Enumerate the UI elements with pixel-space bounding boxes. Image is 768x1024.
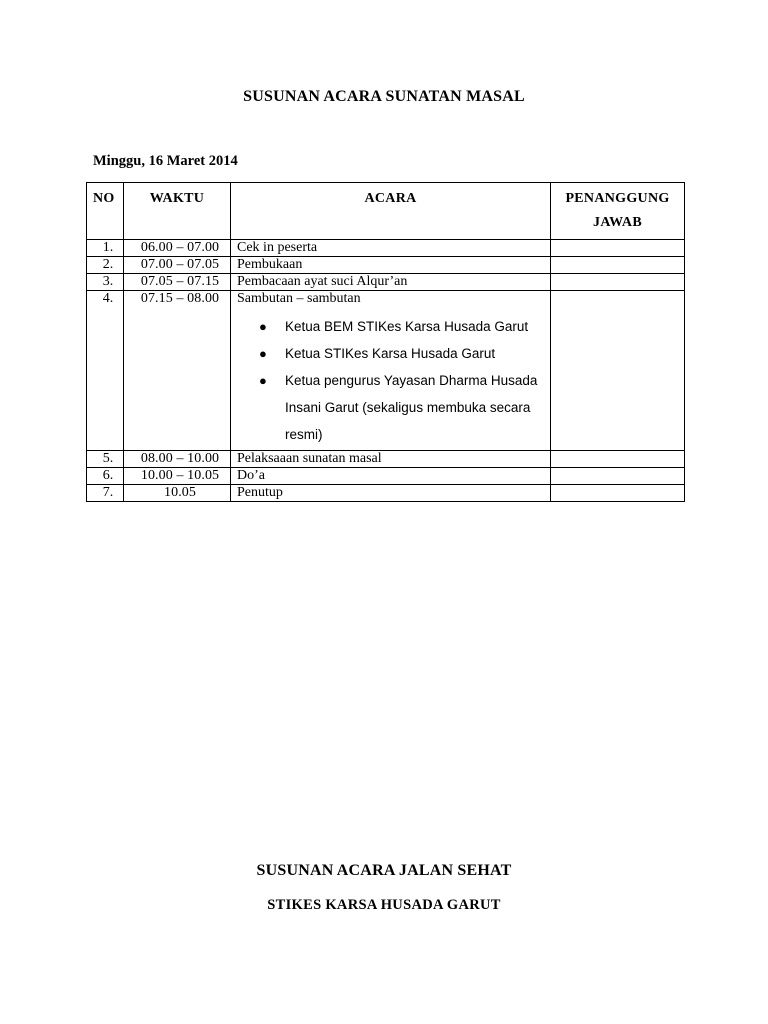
list-item xyxy=(257,313,550,340)
cell-waktu: 07.00 – 07.05 xyxy=(124,257,231,274)
list-item-text: Ketua BEM STIKes Karsa Husada Garut xyxy=(285,319,529,334)
cell-acara: Do’a xyxy=(231,468,551,485)
list-item-text: Ketua STIKes Karsa Husada Garut xyxy=(285,346,496,361)
cell-no: 1. xyxy=(87,240,124,257)
cell-penanggung-jawab xyxy=(551,468,685,485)
table-header-row xyxy=(87,183,685,240)
cell-acara: Pelaksaaan sunatan masal xyxy=(231,451,551,468)
cell-acara: Penutup xyxy=(231,485,551,502)
cell-no: 4. xyxy=(87,291,124,451)
speaker-list xyxy=(237,313,550,448)
header-acara: ACARA xyxy=(231,183,551,240)
table-row xyxy=(87,485,685,502)
second-section-title: SUSUNAN ACARA JALAN SEHAT xyxy=(256,862,512,879)
cell-acara-label: Sambutan – sambutan xyxy=(237,291,361,306)
header-waktu: WAKTU xyxy=(124,183,231,240)
list-item-text: Ketua pengurus Yayasan Dharma Husada Insani Garut (sekaligus membuka secara resmi) xyxy=(285,373,538,442)
cell-waktu: 06.00 – 07.00 xyxy=(124,240,231,257)
cell-penanggung-jawab xyxy=(551,240,685,257)
cell-no: 7. xyxy=(87,485,124,502)
cell-acara xyxy=(231,291,551,451)
cell-waktu: 10.00 – 10.05 xyxy=(124,468,231,485)
second-section-subtitle: STIKES KARSA HUSADA GARUT xyxy=(267,897,501,913)
table-row xyxy=(87,291,685,451)
bullet-icon: ● xyxy=(259,319,267,334)
cell-no: 5. xyxy=(87,451,124,468)
schedule-table xyxy=(86,182,685,502)
header-penanggung-jawab: PENANGGUNG JAWAB xyxy=(551,183,685,240)
cell-penanggung-jawab xyxy=(551,257,685,274)
event-date: Minggu, 16 Maret 2014 xyxy=(93,153,238,169)
list-item xyxy=(257,340,550,367)
cell-penanggung-jawab xyxy=(551,291,685,451)
table-row xyxy=(87,274,685,291)
table-row xyxy=(87,451,685,468)
table-row xyxy=(87,240,685,257)
cell-waktu: 10.05 xyxy=(124,485,231,502)
cell-penanggung-jawab xyxy=(551,451,685,468)
cell-waktu: 08.00 – 10.00 xyxy=(124,451,231,468)
document-title: SUSUNAN ACARA SUNATAN MASAL xyxy=(243,88,525,105)
cell-no: 6. xyxy=(87,468,124,485)
header-no: NO xyxy=(87,183,124,240)
table-row xyxy=(87,257,685,274)
cell-waktu: 07.15 – 08.00 xyxy=(124,291,231,451)
cell-penanggung-jawab xyxy=(551,274,685,291)
bullet-icon: ● xyxy=(259,373,267,388)
list-item xyxy=(257,367,550,448)
cell-acara: Cek in peserta xyxy=(231,240,551,257)
cell-penanggung-jawab xyxy=(551,485,685,502)
cell-no: 3. xyxy=(87,274,124,291)
cell-no: 2. xyxy=(87,257,124,274)
table-row xyxy=(87,468,685,485)
cell-acara: Pembukaan xyxy=(231,257,551,274)
bullet-icon: ● xyxy=(259,346,267,361)
cell-waktu: 07.05 – 07.15 xyxy=(124,274,231,291)
cell-acara: Pembacaan ayat suci Alqur’an xyxy=(231,274,551,291)
